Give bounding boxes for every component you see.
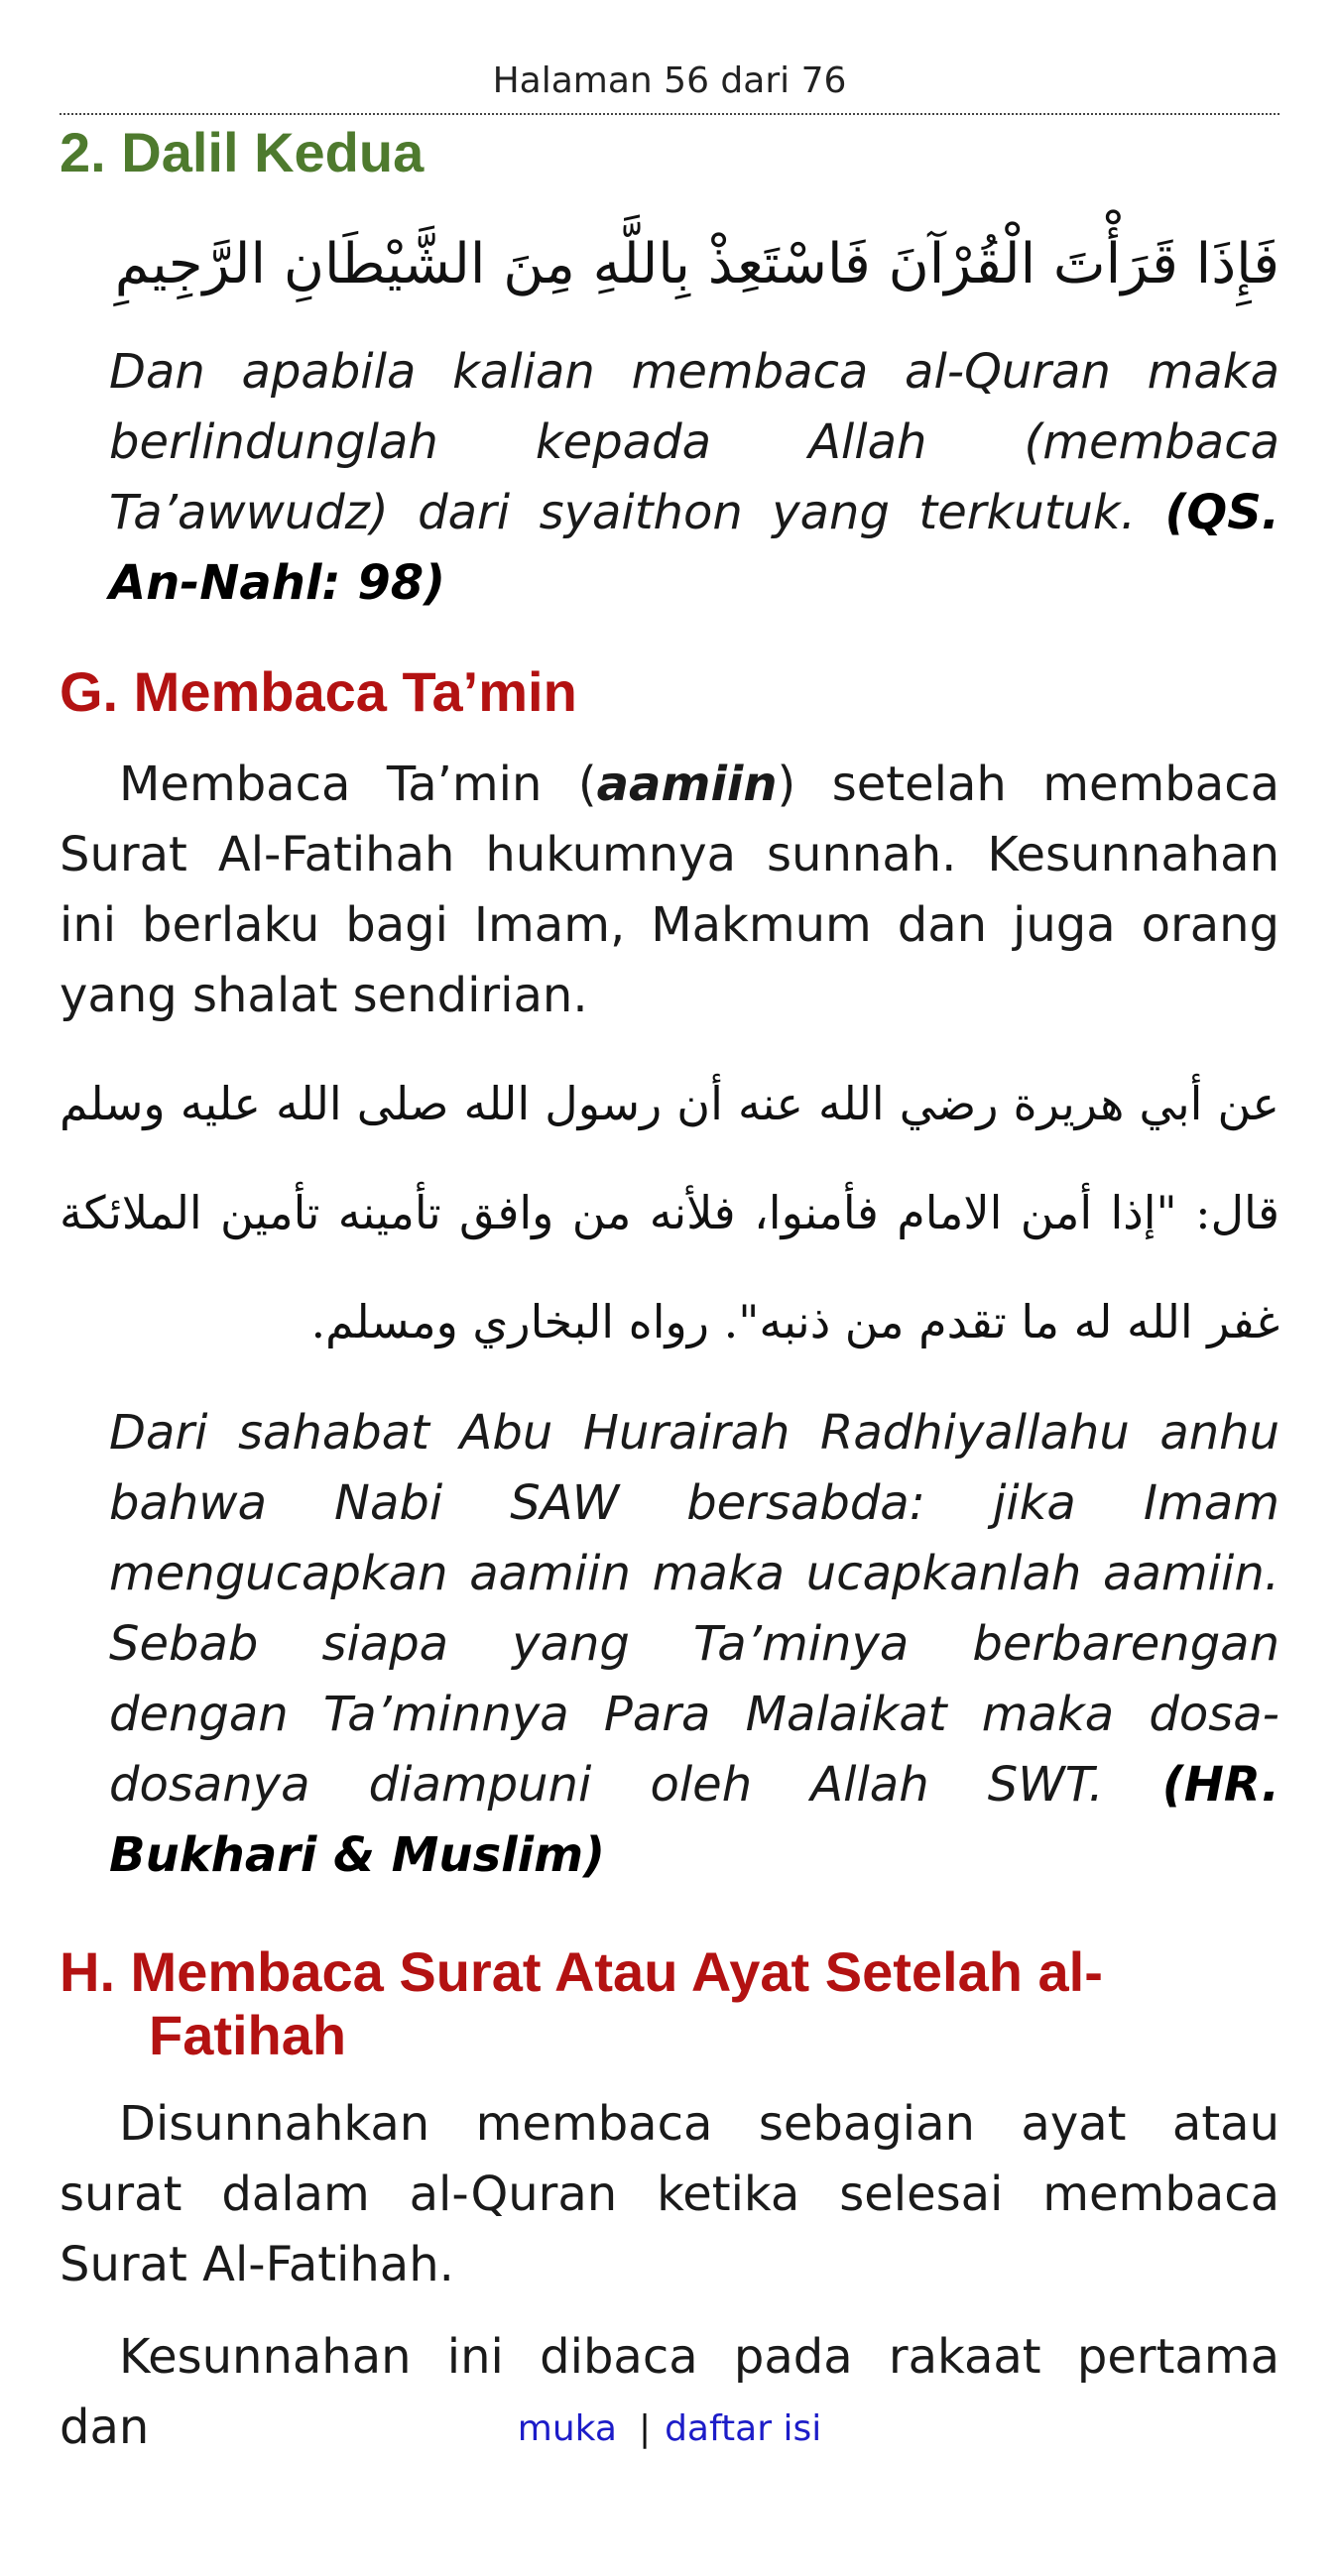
tamin-term: aamiin bbox=[596, 757, 778, 812]
dalil-kedua-heading: 2. Dalil Kedua bbox=[60, 121, 425, 183]
section-h-heading-line1: H. Membaca Surat Atau Ayat Setelah al- bbox=[60, 1940, 1103, 2003]
verse-source: (QS. An-Nahl: 98) bbox=[109, 485, 1280, 611]
verse-translation-text: Dan apabila kalian membaca al-Quran maka berlindunglah kepada Allah (membaca Ta’awwudz) dari syaithon yang terkutuk. bbox=[109, 344, 1279, 540]
page-indicator: Halaman 56 dari 76 bbox=[492, 60, 847, 101]
hadith-source: (HR. Bukhari & Muslim) bbox=[109, 1757, 1279, 1883]
tamin-paragraph bbox=[60, 750, 1279, 1031]
table-of-contents-link[interactable]: daftar isi bbox=[665, 2408, 822, 2449]
page-content bbox=[60, 111, 1279, 2463]
verse-translation bbox=[109, 337, 1279, 619]
footer-separator: | bbox=[638, 2408, 652, 2449]
section-h-heading-line2: Fatihah bbox=[149, 2004, 347, 2066]
tamin-text-before: Membaca Ta’min ( bbox=[119, 757, 597, 812]
home-link[interactable]: muka bbox=[517, 2408, 617, 2449]
hadith-translation-text: Dari sahabat Abu Hurairah Radhiyallahu anhu bahwa Nabi SAW bersabda: jika Imam mengucapkan aamiin maka ucapkanlah aamiin. Sebab siapa yang Ta’minya berbarengan dengan Ta’minnya Para Malaikat maka dosa-dosanya diampuni oleh Allah SWT. bbox=[109, 1405, 1279, 1813]
surat-paragraph-2: Kesunnahan ini dibaca pada rakaat pertama dan bbox=[60, 2329, 1279, 2455]
hadith-translation bbox=[109, 1398, 1279, 1891]
quran-verse-arabic: فَإِذَا قَرَأْتَ الْقُرْآنَ فَاسْتَعِذْ بِاللَّهِ مِنَ الشَّيْطَانِ الرَّجِيمِ bbox=[114, 232, 1279, 296]
section-g-heading: G. Membaca Ta’min bbox=[60, 660, 577, 723]
footer-nav bbox=[0, 2405, 1339, 2453]
surat-paragraph-1: Disunnahkan membaca sebagian ayat atau surat dalam al-Quran ketika selesai membaca Surat Al-Fatihah. bbox=[60, 2096, 1279, 2292]
section-h-heading bbox=[60, 1940, 1279, 2067]
tamin-text-after: ) setelah membaca Surat Al-Fatihah hukumnya sunnah. Kesunnahan ini berlaku bagi Imam, Makmum dan juga orang yang shalat sendirian. bbox=[60, 757, 1279, 1023]
hadith-arabic: عن أبي هريرة رضي الله عنه أن رسول الله صلى الله عليه وسلم قال: "إذا أمن الامام فأمنوا، فلأنه من وافق تأمينه تأمين الملائكة غفر الله له ما تقدم من ذنبه". رواه البخاري ومسلم. bbox=[60, 1077, 1279, 1348]
